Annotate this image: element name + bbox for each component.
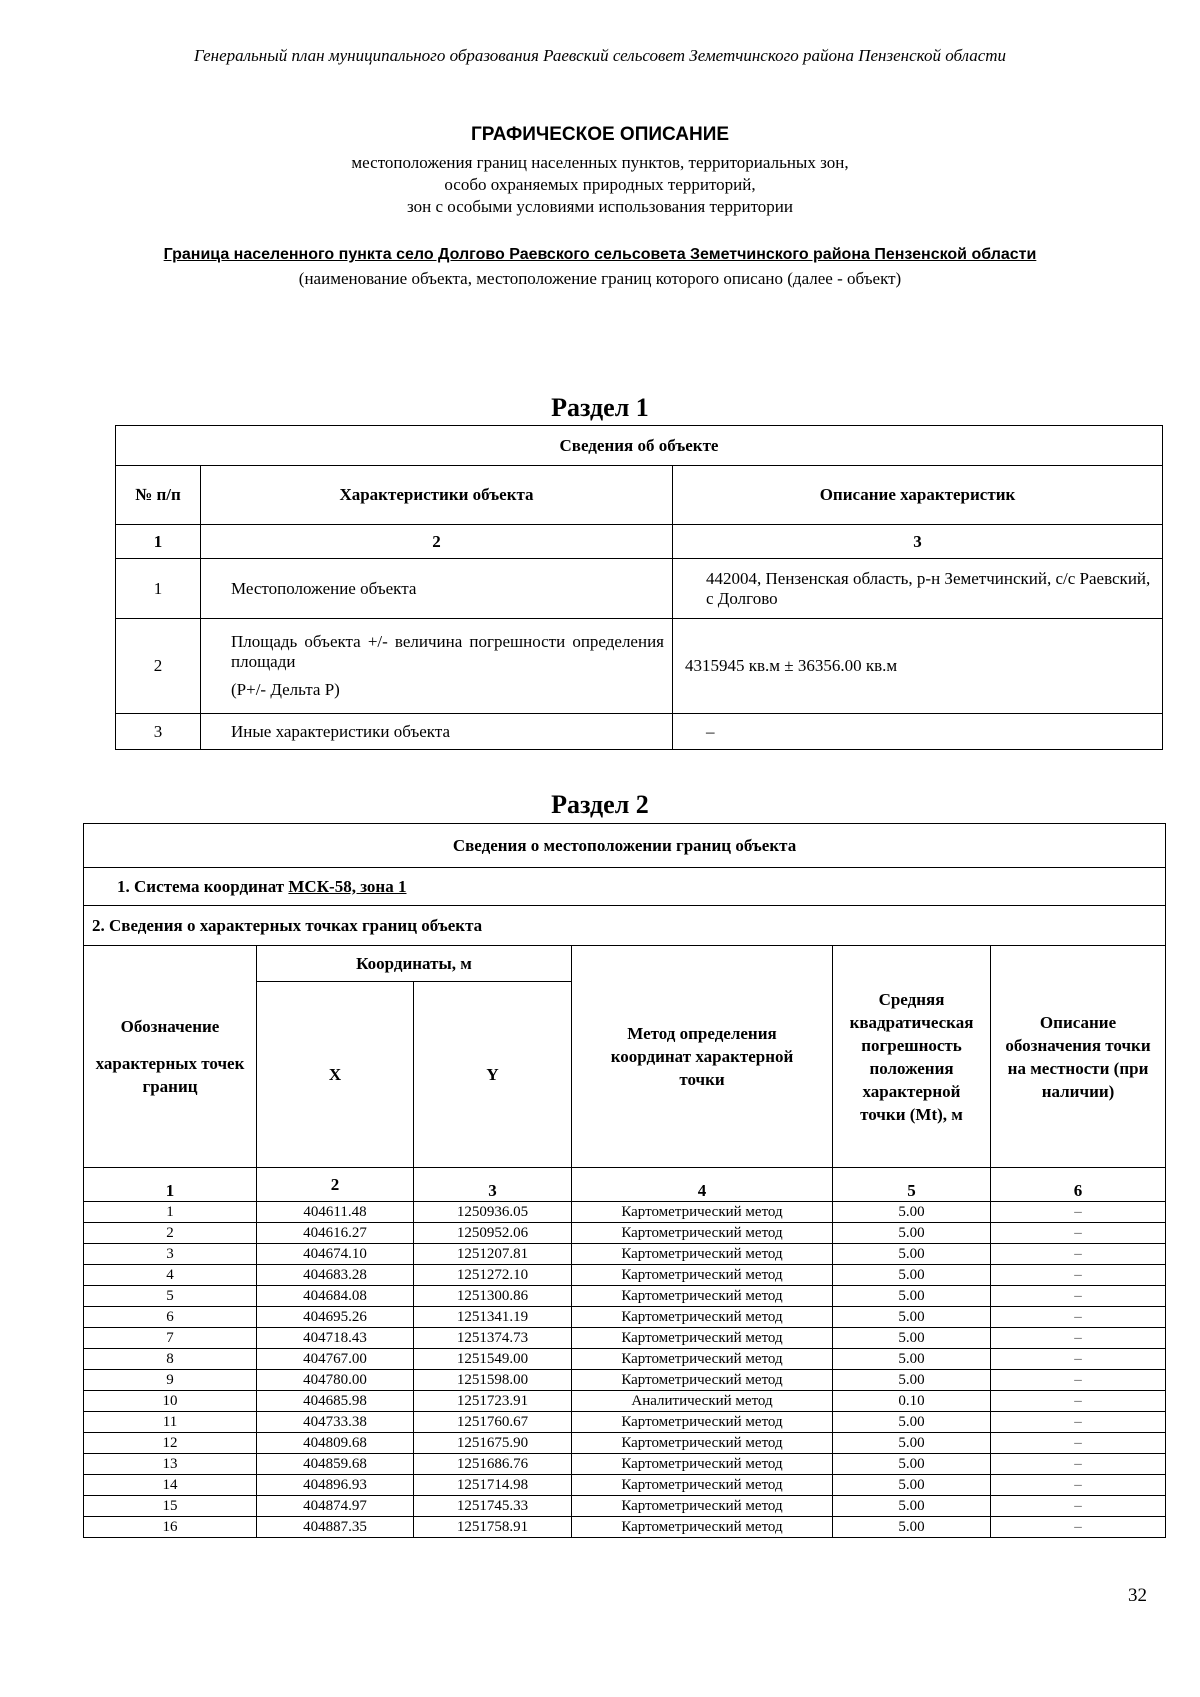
point-description: –: [991, 1370, 1166, 1391]
table-row: [84, 1307, 1166, 1328]
table-row: [84, 1202, 1166, 1223]
object-name: Граница населенного пункта село Долгово Раевского сельсовета Земетчинского района Пензенской области: [163, 246, 1037, 263]
row-number: 2: [116, 619, 201, 714]
location-info-title: Сведения о местоположении границ объекта: [84, 824, 1166, 868]
header-method: Метод определения координат характерной точки: [572, 946, 833, 1168]
header-coordinates: Координаты, м: [257, 946, 572, 982]
row-characteristic: Местоположение объекта: [201, 559, 673, 619]
point-description: –: [991, 1412, 1166, 1433]
point-error: 5.00: [833, 1244, 991, 1265]
point-x: 404674.10: [257, 1244, 414, 1265]
point-error: 5.00: [833, 1496, 991, 1517]
point-description: –: [991, 1328, 1166, 1349]
point-y: 1251341.19: [414, 1307, 572, 1328]
point-number: 7: [84, 1328, 257, 1349]
header-designation: [84, 946, 257, 1168]
point-y: 1251549.00: [414, 1349, 572, 1370]
row-description: –: [673, 714, 1163, 750]
point-description: –: [991, 1433, 1166, 1454]
point-number: 15: [84, 1496, 257, 1517]
point-x: 404780.00: [257, 1370, 414, 1391]
point-method: Картометрический метод: [572, 1286, 833, 1307]
point-method: Картометрический метод: [572, 1370, 833, 1391]
col-number: 1: [84, 1168, 257, 1202]
document-title: ГРАФИЧЕСКОЕ ОПИСАНИЕ: [470, 124, 730, 145]
point-x: 404616.27: [257, 1223, 414, 1244]
col-number: 2: [201, 525, 673, 559]
point-error: 5.00: [833, 1328, 991, 1349]
point-method: Картометрический метод: [572, 1328, 833, 1349]
point-error: 5.00: [833, 1286, 991, 1307]
point-number: 6: [84, 1307, 257, 1328]
point-number: 16: [84, 1517, 257, 1538]
table-row: [84, 1454, 1166, 1475]
point-error: 5.00: [833, 1412, 991, 1433]
running-header: Генеральный план муниципального образования Раевский сельсовет Земетчинского района Пензенской области: [193, 46, 1007, 65]
point-error: 5.00: [833, 1475, 991, 1496]
point-x: 404695.26: [257, 1307, 414, 1328]
object-note: (наименование объекта, местоположение границ которого описано (далее - объект): [298, 269, 902, 288]
point-y: 1251745.33: [414, 1496, 572, 1517]
table-row: [116, 619, 1163, 714]
subtitle-line: особо охраняемых природных территорий,: [444, 175, 756, 194]
point-error: 5.00: [833, 1370, 991, 1391]
point-error: 5.00: [833, 1349, 991, 1370]
point-x: 404718.43: [257, 1328, 414, 1349]
point-method: Картометрический метод: [572, 1496, 833, 1517]
point-y: 1250936.05: [414, 1202, 572, 1223]
point-method: Картометрический метод: [572, 1202, 833, 1223]
table-row: [84, 1496, 1166, 1517]
point-error: 5.00: [833, 1202, 991, 1223]
subtitle-line: зон с особыми условиями использования территории: [407, 197, 793, 216]
object-info-title: Сведения об объекте: [116, 426, 1163, 466]
row-number: 1: [116, 559, 201, 619]
point-description: –: [991, 1286, 1166, 1307]
point-description: –: [991, 1496, 1166, 1517]
point-y: 1251598.00: [414, 1370, 572, 1391]
row-characteristic: Иные характеристики объекта: [201, 714, 673, 750]
header-x: X: [257, 982, 414, 1168]
point-number: 9: [84, 1370, 257, 1391]
header-y: Y: [414, 982, 572, 1168]
point-error: 0.10: [833, 1391, 991, 1412]
header-error: Средняя квадратическая погрешность положения характерной точки (Мt), м: [833, 946, 991, 1168]
point-x: 404874.97: [257, 1496, 414, 1517]
point-y: 1251675.90: [414, 1433, 572, 1454]
point-number: 8: [84, 1349, 257, 1370]
points-title: 2. Сведения о характерных точках границ объекта: [84, 906, 1166, 946]
point-error: 5.00: [833, 1454, 991, 1475]
table-row: [84, 1328, 1166, 1349]
point-description: –: [991, 1349, 1166, 1370]
point-y: 1251374.73: [414, 1328, 572, 1349]
col-number: 1: [116, 525, 201, 559]
row-characteristic-extra: (Р+/- Дельта Р): [231, 680, 340, 699]
point-method: Картометрический метод: [572, 1349, 833, 1370]
table-row: [84, 1349, 1166, 1370]
col-number: 3: [414, 1168, 572, 1202]
point-x: 404809.68: [257, 1433, 414, 1454]
point-description: –: [991, 1202, 1166, 1223]
point-number: 14: [84, 1475, 257, 1496]
row-characteristic-cell: [201, 619, 673, 714]
point-error: 5.00: [833, 1307, 991, 1328]
point-x: 404733.38: [257, 1412, 414, 1433]
point-method: Картометрический метод: [572, 1307, 833, 1328]
point-y: 1251300.86: [414, 1286, 572, 1307]
table-row: [84, 1370, 1166, 1391]
header-description: Описание обозначения точки на местности (при наличии): [991, 946, 1166, 1168]
point-error: 5.00: [833, 1223, 991, 1244]
document-subtitle: [0, 152, 1200, 218]
table-row: [84, 1286, 1166, 1307]
table-row: [84, 1265, 1166, 1286]
point-number: 3: [84, 1244, 257, 1265]
page-number: 32: [1128, 1585, 1147, 1606]
point-y: 1251714.98: [414, 1475, 572, 1496]
point-number: 4: [84, 1265, 257, 1286]
point-description: –: [991, 1223, 1166, 1244]
point-error: 5.00: [833, 1433, 991, 1454]
table-row: [84, 1244, 1166, 1265]
point-method: Картометрический метод: [572, 1244, 833, 1265]
col-header-characteristic: Характеристики объекта: [201, 466, 673, 525]
coord-system-label: 1. Система координат: [117, 876, 285, 896]
row-number: 3: [116, 714, 201, 750]
point-description: –: [991, 1454, 1166, 1475]
row-description: 4315945 кв.м ± 36356.00 кв.м: [673, 619, 1163, 714]
point-method: Картометрический метод: [572, 1517, 833, 1538]
point-x: 404887.35: [257, 1517, 414, 1538]
table-row: [84, 1391, 1166, 1412]
row-characteristic: Площадь объекта +/- величина погрешности определения площади: [231, 632, 664, 671]
table-row: [116, 559, 1163, 619]
col-number: 5: [833, 1168, 991, 1202]
point-x: 404767.00: [257, 1349, 414, 1370]
object-info-table: [115, 425, 1163, 750]
point-number: 10: [84, 1391, 257, 1412]
point-y: 1251686.76: [414, 1454, 572, 1475]
table-row: [84, 1412, 1166, 1433]
point-method: Картометрический метод: [572, 1475, 833, 1496]
point-y: 1251207.81: [414, 1244, 572, 1265]
point-x: 404683.28: [257, 1265, 414, 1286]
point-number: 13: [84, 1454, 257, 1475]
table-row: [84, 1475, 1166, 1496]
point-error: 5.00: [833, 1265, 991, 1286]
col-header-description: Описание характеристик: [673, 466, 1163, 525]
point-description: –: [991, 1307, 1166, 1328]
table-row: [84, 1517, 1166, 1538]
col-number: 6: [991, 1168, 1166, 1202]
table-row: [84, 1433, 1166, 1454]
point-method: Картометрический метод: [572, 1433, 833, 1454]
point-y: 1251723.91: [414, 1391, 572, 1412]
point-number: 11: [84, 1412, 257, 1433]
table-row: [116, 714, 1163, 750]
point-number: 12: [84, 1433, 257, 1454]
point-description: –: [991, 1265, 1166, 1286]
boundary-points-table: [83, 823, 1166, 1538]
point-number: 2: [84, 1223, 257, 1244]
point-method: Картометрический метод: [572, 1265, 833, 1286]
point-x: 404685.98: [257, 1391, 414, 1412]
point-x: 404611.48: [257, 1202, 414, 1223]
point-description: –: [991, 1391, 1166, 1412]
point-number: 5: [84, 1286, 257, 1307]
point-method: Картометрический метод: [572, 1412, 833, 1433]
point-y: 1251760.67: [414, 1412, 572, 1433]
point-x: 404896.93: [257, 1475, 414, 1496]
point-description: –: [991, 1517, 1166, 1538]
point-method: Картометрический метод: [572, 1223, 833, 1244]
header-designation-line1: Обозначение: [120, 1017, 220, 1036]
header-designation-line2: характерных точек границ: [95, 1054, 245, 1096]
col-number: 2: [257, 1168, 414, 1202]
point-method: Картометрический метод: [572, 1454, 833, 1475]
point-y: 1251272.10: [414, 1265, 572, 1286]
point-method: Аналитический метод: [572, 1391, 833, 1412]
point-x: 404684.08: [257, 1286, 414, 1307]
row-description: 442004, Пензенская область, р-н Земетчинский, с/с Раевский, с Долгово: [673, 559, 1163, 619]
col-number: 4: [572, 1168, 833, 1202]
coord-system-row: [84, 868, 1166, 906]
table-row: [84, 1223, 1166, 1244]
col-number: 3: [673, 525, 1163, 559]
section1-heading: Раздел 1: [551, 393, 649, 422]
point-description: –: [991, 1244, 1166, 1265]
section2-heading: Раздел 2: [551, 790, 649, 819]
point-number: 1: [84, 1202, 257, 1223]
subtitle-line: местоположения границ населенных пунктов, территориальных зон,: [351, 153, 849, 172]
point-x: 404859.68: [257, 1454, 414, 1475]
col-header-number: № п/п: [116, 466, 201, 525]
point-y: 1250952.06: [414, 1223, 572, 1244]
point-y: 1251758.91: [414, 1517, 572, 1538]
point-description: –: [991, 1475, 1166, 1496]
coord-system-value: МСК-58, зона 1: [288, 876, 407, 896]
point-error: 5.00: [833, 1517, 991, 1538]
